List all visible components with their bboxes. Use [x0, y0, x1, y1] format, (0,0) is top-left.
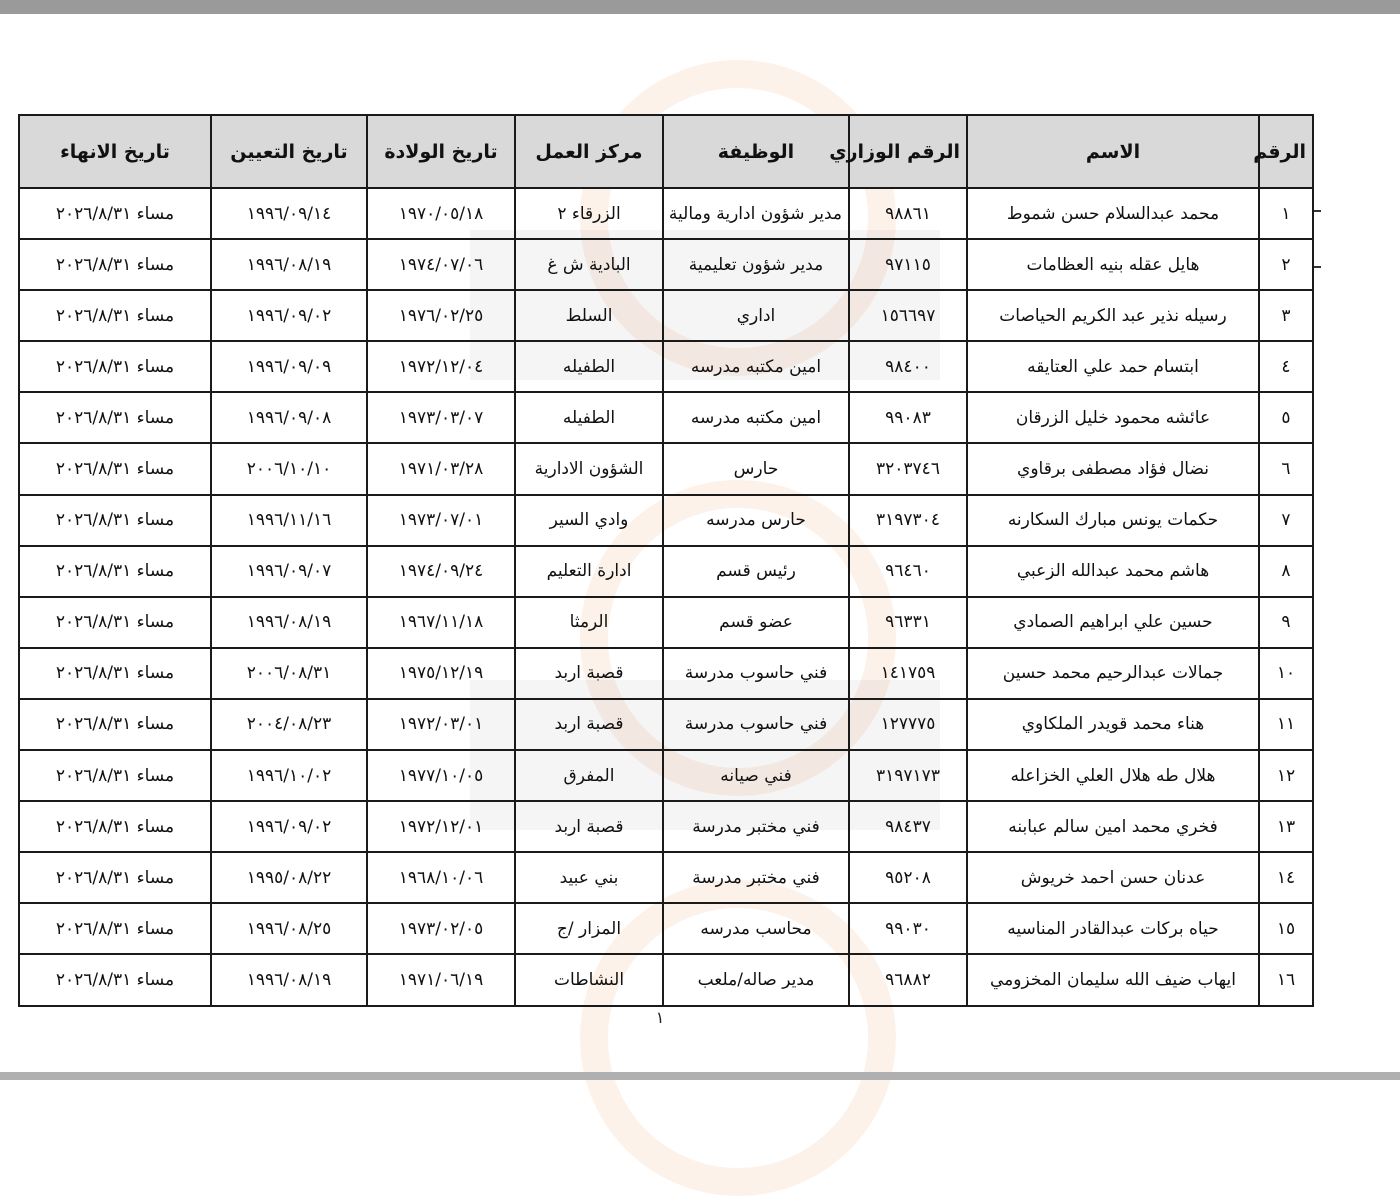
workplace-cell: الطفيله [515, 392, 663, 443]
table-row [19, 597, 1313, 648]
appointment-date-cell: ١٩٩٦/١٠/٠٢ [211, 750, 367, 801]
ministry-id-cell: ١٤١٧٥٩ [849, 648, 967, 699]
birth-date-cell: ١٩٧٧/١٠/٠٥ [367, 750, 515, 801]
employee-name-cell: رسيله نذير عبد الكريم الحياصات [967, 290, 1259, 341]
table-row [19, 954, 1313, 1005]
workplace-cell: البادية ش غ [515, 239, 663, 290]
end-date-cell: مساء ٢٠٢٦/٨/٣١ [19, 341, 211, 392]
ministry-id-cell: ٩٨٤٠٠ [849, 341, 967, 392]
employee-name-cell: حياه بركات عبدالقادر المناسيه [967, 903, 1259, 954]
row-number-cell: ٢ [1259, 239, 1313, 290]
appointment-date-cell: ١٩٩٦/٠٨/٢٥ [211, 903, 367, 954]
row-number-cell: ١٦ [1259, 954, 1313, 1005]
appointment-date-cell: ١٩٩٦/١١/١٦ [211, 495, 367, 546]
ministry-id-cell: ٩٦٤٦٠ [849, 546, 967, 597]
table-row [19, 903, 1313, 954]
header-job: الوظيفة [663, 115, 849, 188]
workplace-cell: المزار /ج [515, 903, 663, 954]
end-date-cell: مساء ٢٠٢٦/٨/٣١ [19, 750, 211, 801]
appointment-date-cell: ١٩٩٦/٠٩/١٤ [211, 188, 367, 239]
employee-name-cell: عدنان حسن احمد خريوش [967, 852, 1259, 903]
table-row [19, 750, 1313, 801]
birth-date-cell: ١٩٧١/٠٣/٢٨ [367, 443, 515, 494]
job-title-cell: فني حاسوب مدرسة [663, 699, 849, 750]
job-title-cell: عضو قسم [663, 597, 849, 648]
birth-date-cell: ١٩٧٣/٠٣/٠٧ [367, 392, 515, 443]
end-date-cell: مساء ٢٠٢٦/٨/٣١ [19, 188, 211, 239]
ministry-id-cell: ٩٥٢٠٨ [849, 852, 967, 903]
workplace-cell: الزرقاء ٢ [515, 188, 663, 239]
birth-date-cell: ١٩٧٢/١٢/٠١ [367, 801, 515, 852]
row-number-cell: ١ [1259, 188, 1313, 239]
end-date-cell: مساء ٢٠٢٦/٨/٣١ [19, 597, 211, 648]
row-number-cell: ٤ [1259, 341, 1313, 392]
appointment-date-cell: ٢٠٠٤/٠٨/٢٣ [211, 699, 367, 750]
end-date-cell: مساء ٢٠٢٦/٨/٣١ [19, 954, 211, 1005]
table-row [19, 699, 1313, 750]
ministry-id-cell: ٩٩٠٨٣ [849, 392, 967, 443]
job-title-cell: امين مكتبه مدرسه [663, 341, 849, 392]
ministry-id-cell: ٩٨٨٦١ [849, 188, 967, 239]
table-row [19, 341, 1313, 392]
end-date-cell: مساء ٢٠٢٦/٨/٣١ [19, 852, 211, 903]
table-row [19, 495, 1313, 546]
header-appointment-date: تاريخ التعيين [211, 115, 367, 188]
employee-name-cell: حكمات يونس مبارك السكارنه [967, 495, 1259, 546]
workplace-cell: قصبة اربد [515, 801, 663, 852]
workplace-cell: المفرق [515, 750, 663, 801]
appointment-date-cell: ١٩٩٦/٠٨/١٩ [211, 239, 367, 290]
appointment-date-cell: ١٩٩٥/٠٨/٢٢ [211, 852, 367, 903]
row-number-cell: ١٠ [1259, 648, 1313, 699]
workplace-cell: بني عبيد [515, 852, 663, 903]
page-number: ١ [655, 1008, 665, 1027]
appointment-date-cell: ١٩٩٦/٠٩/٠٧ [211, 546, 367, 597]
employee-name-cell: حسين علي ابراهيم الصمادي [967, 597, 1259, 648]
table-row [19, 546, 1313, 597]
header-workplace: مركز العمل [515, 115, 663, 188]
job-title-cell: مدير شؤون ادارية ومالية [663, 188, 849, 239]
appointment-date-cell: ١٩٩٦/٠٨/١٩ [211, 954, 367, 1005]
table-row [19, 290, 1313, 341]
job-title-cell: فني حاسوب مدرسة [663, 648, 849, 699]
job-title-cell: فني مختبر مدرسة [663, 852, 849, 903]
job-title-cell: فني مختبر مدرسة [663, 801, 849, 852]
margin-mark [1313, 266, 1321, 268]
employee-name-cell: نضال فؤاد مصطفى برقاوي [967, 443, 1259, 494]
birth-date-cell: ١٩٧٠/٠٥/١٨ [367, 188, 515, 239]
birth-date-cell: ١٩٧٥/١٢/١٩ [367, 648, 515, 699]
employee-table [18, 114, 1314, 1007]
header-ministry-id: الرقم الوزاري [849, 115, 967, 188]
end-date-cell: مساء ٢٠٢٦/٨/٣١ [19, 392, 211, 443]
job-title-cell: حارس مدرسه [663, 495, 849, 546]
appointment-date-cell: ٢٠٠٦/١٠/١٠ [211, 443, 367, 494]
table-row [19, 648, 1313, 699]
ministry-id-cell: ٩٨٤٣٧ [849, 801, 967, 852]
table-row [19, 852, 1313, 903]
ministry-id-cell: ٣١٩٧١٧٣ [849, 750, 967, 801]
end-date-cell: مساء ٢٠٢٦/٨/٣١ [19, 495, 211, 546]
ministry-id-cell: ٣٢٠٣٧٤٦ [849, 443, 967, 494]
end-date-cell: مساء ٢٠٢٦/٨/٣١ [19, 801, 211, 852]
header-name: الاسم [967, 115, 1259, 188]
birth-date-cell: ١٩٧٣/٠٢/٠٥ [367, 903, 515, 954]
birth-date-cell: ١٩٧٤/٠٧/٠٦ [367, 239, 515, 290]
table-row [19, 188, 1313, 239]
table-row [19, 443, 1313, 494]
table-header-row [19, 115, 1313, 188]
end-date-cell: مساء ٢٠٢٦/٨/٣١ [19, 699, 211, 750]
row-number-cell: ١٢ [1259, 750, 1313, 801]
birth-date-cell: ١٩٧٣/٠٧/٠١ [367, 495, 515, 546]
row-number-cell: ٨ [1259, 546, 1313, 597]
employee-name-cell: محمد عبدالسلام حسن شموط [967, 188, 1259, 239]
row-number-cell: ٧ [1259, 495, 1313, 546]
ministry-id-cell: ١٢٧٧٧٥ [849, 699, 967, 750]
workplace-cell: ادارة التعليم [515, 546, 663, 597]
row-number-cell: ٣ [1259, 290, 1313, 341]
birth-date-cell: ١٩٦٨/١٠/٠٦ [367, 852, 515, 903]
employee-name-cell: ايهاب ضيف الله سليمان المخزومي [967, 954, 1259, 1005]
table-row [19, 239, 1313, 290]
table-row [19, 392, 1313, 443]
row-number-cell: ١٣ [1259, 801, 1313, 852]
appointment-date-cell: ١٩٩٦/٠٩/٠٩ [211, 341, 367, 392]
end-date-cell: مساء ٢٠٢٦/٨/٣١ [19, 648, 211, 699]
row-number-cell: ٦ [1259, 443, 1313, 494]
ministry-id-cell: ١٥٦٦٩٧ [849, 290, 967, 341]
employee-name-cell: هلال طه هلال العلي الخزاعله [967, 750, 1259, 801]
job-title-cell: اداري [663, 290, 849, 341]
employee-name-cell: عائشه محمود خليل الزرقان [967, 392, 1259, 443]
workplace-cell: النشاطات [515, 954, 663, 1005]
row-number-cell: ٩ [1259, 597, 1313, 648]
employee-name-cell: هناء محمد قويدر الملكاوي [967, 699, 1259, 750]
table-row [19, 801, 1313, 852]
employee-name-cell: جمالات عبدالرحيم محمد حسين [967, 648, 1259, 699]
end-date-cell: مساء ٢٠٢٦/٨/٣١ [19, 903, 211, 954]
header-num: الرقم [1259, 115, 1313, 188]
appointment-date-cell: ١٩٩٦/٠٨/١٩ [211, 597, 367, 648]
end-date-cell: مساء ٢٠٢٦/٨/٣١ [19, 443, 211, 494]
workplace-cell: الشؤون الادارية [515, 443, 663, 494]
row-number-cell: ١٤ [1259, 852, 1313, 903]
header-end-date: تاريخ الانهاء [19, 115, 211, 188]
scan-top-edge [0, 0, 1400, 14]
job-title-cell: مدير صاله/ملعب [663, 954, 849, 1005]
ministry-id-cell: ٣١٩٧٣٠٤ [849, 495, 967, 546]
workplace-cell: قصبة اربد [515, 648, 663, 699]
job-title-cell: حارس [663, 443, 849, 494]
birth-date-cell: ١٩٧٢/٠٣/٠١ [367, 699, 515, 750]
workplace-cell: الرمثا [515, 597, 663, 648]
appointment-date-cell: ١٩٩٦/٠٩/٠٢ [211, 290, 367, 341]
end-date-cell: مساء ٢٠٢٦/٨/٣١ [19, 239, 211, 290]
header-birth-date: تاريخ الولادة [367, 115, 515, 188]
employee-name-cell: هاشم محمد عبدالله الزعبي [967, 546, 1259, 597]
end-date-cell: مساء ٢٠٢٦/٨/٣١ [19, 290, 211, 341]
job-title-cell: امين مكتبه مدرسه [663, 392, 849, 443]
employee-name-cell: ابتسام حمد علي العتايقه [967, 341, 1259, 392]
row-number-cell: ١٥ [1259, 903, 1313, 954]
row-number-cell: ١١ [1259, 699, 1313, 750]
job-title-cell: رئيس قسم [663, 546, 849, 597]
row-number-cell: ٥ [1259, 392, 1313, 443]
ministry-id-cell: ٩٦٣٣١ [849, 597, 967, 648]
appointment-date-cell: ١٩٩٦/٠٩/٠٢ [211, 801, 367, 852]
workplace-cell: الطفيله [515, 341, 663, 392]
ministry-id-cell: ٩٦٨٨٢ [849, 954, 967, 1005]
workplace-cell: قصبة اربد [515, 699, 663, 750]
birth-date-cell: ١٩٧٢/١٢/٠٤ [367, 341, 515, 392]
birth-date-cell: ١٩٦٧/١١/١٨ [367, 597, 515, 648]
employee-name-cell: هايل عقله بنيه العظامات [967, 239, 1259, 290]
workplace-cell: السلط [515, 290, 663, 341]
ministry-id-cell: ٩٧١١٥ [849, 239, 967, 290]
birth-date-cell: ١٩٧١/٠٦/١٩ [367, 954, 515, 1005]
workplace-cell: وادي السير [515, 495, 663, 546]
job-title-cell: مدير شؤون تعليمية [663, 239, 849, 290]
job-title-cell: فني صيانه [663, 750, 849, 801]
employee-name-cell: فخري محمد امين سالم عبابنه [967, 801, 1259, 852]
ministry-id-cell: ٩٩٠٣٠ [849, 903, 967, 954]
birth-date-cell: ١٩٧٤/٠٩/٢٤ [367, 546, 515, 597]
appointment-date-cell: ٢٠٠٦/٠٨/٣١ [211, 648, 367, 699]
appointment-date-cell: ١٩٩٦/٠٩/٠٨ [211, 392, 367, 443]
margin-mark [1313, 210, 1321, 212]
job-title-cell: محاسب مدرسه [663, 903, 849, 954]
birth-date-cell: ١٩٧٦/٠٢/٢٥ [367, 290, 515, 341]
scan-bottom-edge [0, 1072, 1400, 1080]
end-date-cell: مساء ٢٠٢٦/٨/٣١ [19, 546, 211, 597]
